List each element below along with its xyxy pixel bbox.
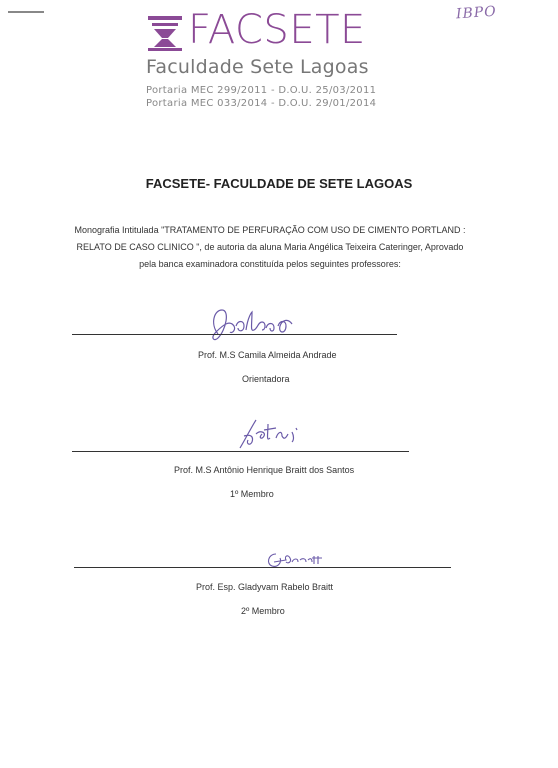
logo-portaria-2: Portaria MEC 033/2014 - D.O.U. 29/01/2014 [146,98,377,109]
examiner-name-3: Prof. Esp. Gladyvam Rabelo Braitt [196,582,334,592]
statement-line: RELATO DE CASO CLINICO ", de autoria da aluna Maria Angélica Teixeira Cateringer, Aprovado [76,242,464,252]
signature-1 [200,302,300,346]
approval-statement [60,222,480,273]
logo-portaria-1: Portaria MEC 299/2011 - D.O.U. 25/03/2011 [146,85,377,96]
facsete-logo [146,7,386,112]
signature-line-2 [72,451,409,452]
examiner-role-2: 1º Membro [230,489,274,499]
signature-line-1 [72,334,397,335]
handwritten-note: IBPO [455,3,498,23]
signature-line-3 [74,567,451,568]
examiner-name-2: Prof. M.S Antônio Henrique Braitt dos Santos [174,465,355,475]
examiner-role-1: Orientadora [242,374,290,384]
examiner-role-3: 2º Membro [241,606,285,616]
statement-line: pela banca examinadora constituída pelos seguintes professores: [139,259,401,269]
logo-subtitle: Faculdade Sete Lagoas [146,56,369,78]
examiner-name-1: Prof. M.S Camila Almeida Andrade [198,350,337,360]
statement-line: Monografia Intitulada "TRATAMENTO DE PERFURAÇÃO COM USO DE CIMENTO PORTLAND : [74,225,466,235]
signature-2 [228,414,318,454]
scan-mark [8,11,44,13]
facsete-emblem-icon [146,14,184,52]
logo-wordmark: FACSETE [188,7,366,53]
signature-3 [262,548,328,574]
document-title: FACSETE- FACULDADE DE SETE LAGOAS [145,176,413,191]
